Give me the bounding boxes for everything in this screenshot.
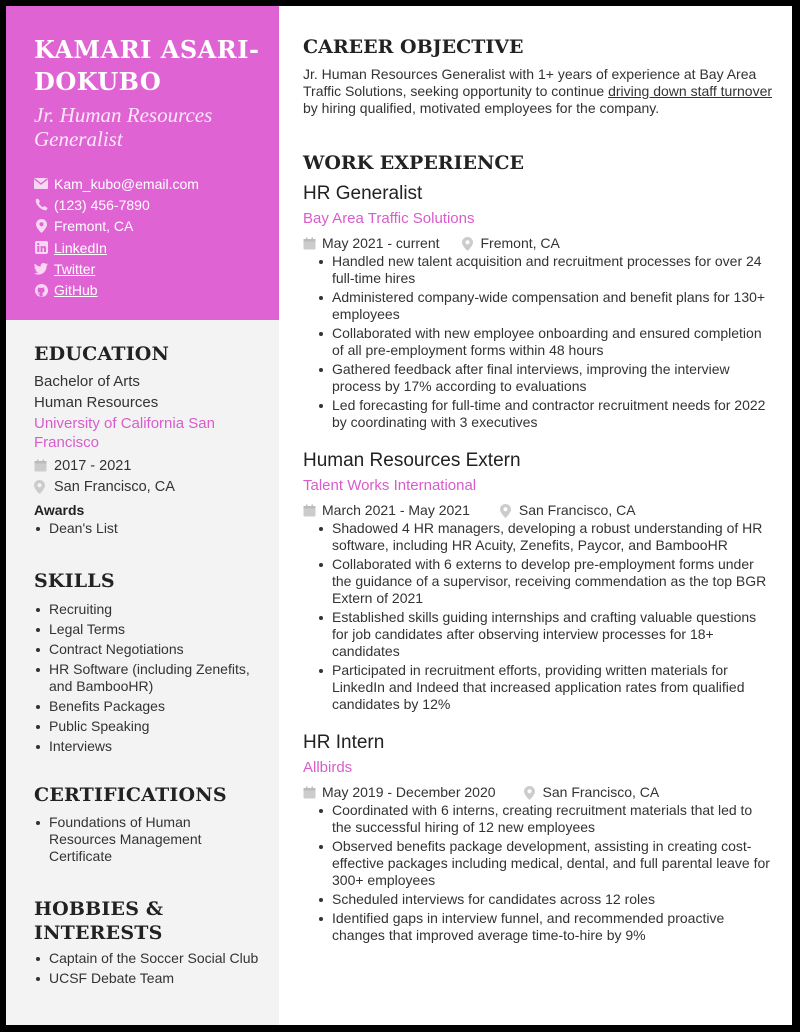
location-icon — [524, 786, 537, 799]
certifications-list — [34, 814, 261, 865]
job-entry — [303, 731, 773, 944]
list-item: Led forecasting for full-time and contractor recruitment needs for 2022 by coordinating with 3 executives — [317, 397, 773, 431]
list-item: Established skills guiding internships and crafting valuable questions for job candidates after observing interview processes for 18+ candidates — [317, 609, 773, 660]
education-field: Human Resources — [34, 394, 159, 411]
list-item: Public Speaking — [34, 718, 261, 735]
job-entry — [303, 449, 773, 713]
sidebar-body — [6, 342, 279, 987]
certifications-section — [34, 783, 261, 865]
hobbies-list — [34, 950, 261, 987]
experience-section — [303, 151, 773, 944]
job-title: HR Intern — [303, 732, 385, 753]
list-item: Dean's List — [34, 520, 261, 537]
education-school: University of California San Francisco — [34, 415, 215, 451]
list-item: Gathered feedback after final interviews, improving the interview process by 17% according to evaluations — [317, 361, 773, 395]
list-item: Contract Negotiations — [34, 641, 261, 658]
email-icon — [34, 177, 48, 191]
list-item: Shadowed 4 HR managers, developing a robust understanding of HR software, including HR Acuity, Zenefits, Paycor, and BambooHR — [317, 520, 773, 554]
list-item: Participated in recruitment efforts, providing written materials for LinkedIn and Indeed that increased application rates from qualified candidates by 12% — [317, 662, 773, 713]
skills-title: SKILLS — [34, 570, 115, 592]
education-degree: Bachelor of Arts — [34, 373, 140, 390]
resume-page — [6, 6, 792, 1025]
location-icon — [462, 237, 475, 250]
linkedin-icon — [34, 241, 48, 255]
job-company: Talent Works International — [303, 477, 477, 494]
education-location: San Francisco, CA — [54, 479, 175, 496]
job-title: Human Resources Extern — [303, 450, 521, 471]
github-icon — [34, 283, 48, 297]
hobbies-title: HOBBIES & INTERESTS — [34, 898, 164, 944]
calendar-icon — [303, 786, 316, 799]
certifications-title: CERTIFICATIONS — [34, 784, 227, 806]
skills-section — [34, 569, 261, 755]
contact-location — [34, 216, 261, 237]
objective-text: Jr. Human Resources Generalist with 1+ years of experience at Bay Area Traffic Solutions, seeking opportunity to continue driving down staff turnover by hiring qualified, motivated employees for the company. — [303, 66, 773, 116]
job-location: San Francisco, CA — [542, 784, 660, 800]
contact-list — [34, 173, 261, 301]
list-item: Collaborated with new employee onboarding and ensured completion of all pre-employment forms within 48 hours — [317, 325, 773, 359]
education-dates-row — [34, 455, 261, 477]
location-icon — [34, 219, 48, 233]
list-item: Interviews — [34, 738, 261, 755]
job-meta — [303, 782, 773, 802]
email-text: Kam_kubo@email.com — [54, 175, 199, 192]
list-item: Recruiting — [34, 601, 261, 618]
list-item: Legal Terms — [34, 621, 261, 638]
job-dates: May 2019 - December 2020 — [322, 784, 496, 800]
list-item: Identified gaps in interview funnel, and recommended proactive changes that improved average time-to-hire by 9% — [317, 910, 773, 944]
profile-header — [6, 6, 279, 320]
list-item: Administered company-wide compensation and benefit plans for 130+ employees — [317, 289, 773, 323]
main-content — [303, 6, 773, 946]
phone-text: (123) 456-7890 — [54, 196, 150, 213]
list-item: Collaborated with 6 externs to develop pre-employment forms under the guidance of a supervisor, receiving commendation as the top BGR Extern of 2021 — [317, 556, 773, 607]
education-dates: 2017 - 2021 — [54, 457, 132, 474]
education-title: EDUCATION — [34, 343, 170, 365]
job-bullets — [317, 802, 773, 944]
list-item: Foundations of Human Resources Management Certificate — [34, 814, 261, 865]
twitter-link[interactable]: Twitter — [54, 260, 96, 277]
contact-github[interactable] — [34, 279, 261, 300]
list-item: Benefits Packages — [34, 698, 261, 715]
job-location: San Francisco, CA — [518, 502, 636, 518]
candidate-role: Jr. Human Resources Generalist — [34, 103, 213, 151]
contact-email — [34, 173, 261, 194]
candidate-name: KAMARI ASARI-DOKUBO — [34, 35, 260, 96]
job-title: HR Generalist — [303, 183, 423, 204]
job-bullets — [317, 253, 773, 431]
list-item: UCSF Debate Team — [34, 970, 261, 987]
contact-phone — [34, 194, 261, 215]
github-link[interactable]: GitHub — [54, 282, 98, 299]
linkedin-link[interactable]: LinkedIn — [54, 239, 107, 256]
job-meta — [303, 500, 773, 520]
sidebar — [6, 6, 279, 1025]
job-dates: March 2021 - May 2021 — [322, 502, 470, 518]
hobbies-section — [34, 897, 261, 987]
objective-highlight: driving down staff turnover — [608, 83, 773, 99]
list-item: Scheduled interviews for candidates across 12 roles — [317, 891, 773, 908]
education-location-row — [34, 477, 261, 499]
location-text: Fremont, CA — [54, 218, 134, 235]
awards-list — [34, 520, 261, 537]
education-section — [34, 342, 261, 537]
awards-label: Awards — [34, 502, 85, 518]
list-item: Handled new talent acquisition and recruitment processes for over 24 full-time hires — [317, 253, 773, 287]
job-company: Allbirds — [303, 759, 353, 776]
experience-title: WORK EXPERIENCE — [303, 152, 524, 174]
contact-linkedin[interactable] — [34, 237, 261, 258]
list-item: Captain of the Soccer Social Club — [34, 950, 261, 967]
list-item: Coordinated with 6 interns, creating recruitment materials that led to the successful hiring of 12 new employees — [317, 802, 773, 836]
list-item: HR Software (including Zenefits, and BambooHR) — [34, 661, 261, 695]
location-icon — [500, 504, 513, 517]
twitter-icon — [34, 262, 48, 276]
objective-section — [303, 35, 773, 117]
objective-title: CAREER OBJECTIVE — [303, 36, 524, 58]
calendar-icon — [303, 237, 316, 250]
contact-twitter[interactable] — [34, 258, 261, 279]
job-meta — [303, 233, 773, 253]
job-bullets — [317, 520, 773, 713]
location-icon — [34, 480, 48, 494]
calendar-icon — [34, 459, 48, 473]
list-item: Observed benefits package development, assisting in creating cost-effective packages including medical, dental, and full parental leave for 300+ employees — [317, 838, 773, 889]
job-location: Fremont, CA — [480, 235, 560, 251]
skills-list — [34, 601, 261, 755]
job-entry — [303, 182, 773, 431]
job-company: Bay Area Traffic Solutions — [303, 210, 475, 227]
job-dates: May 2021 - current — [322, 235, 440, 251]
calendar-icon — [303, 504, 316, 517]
phone-icon — [34, 198, 48, 212]
